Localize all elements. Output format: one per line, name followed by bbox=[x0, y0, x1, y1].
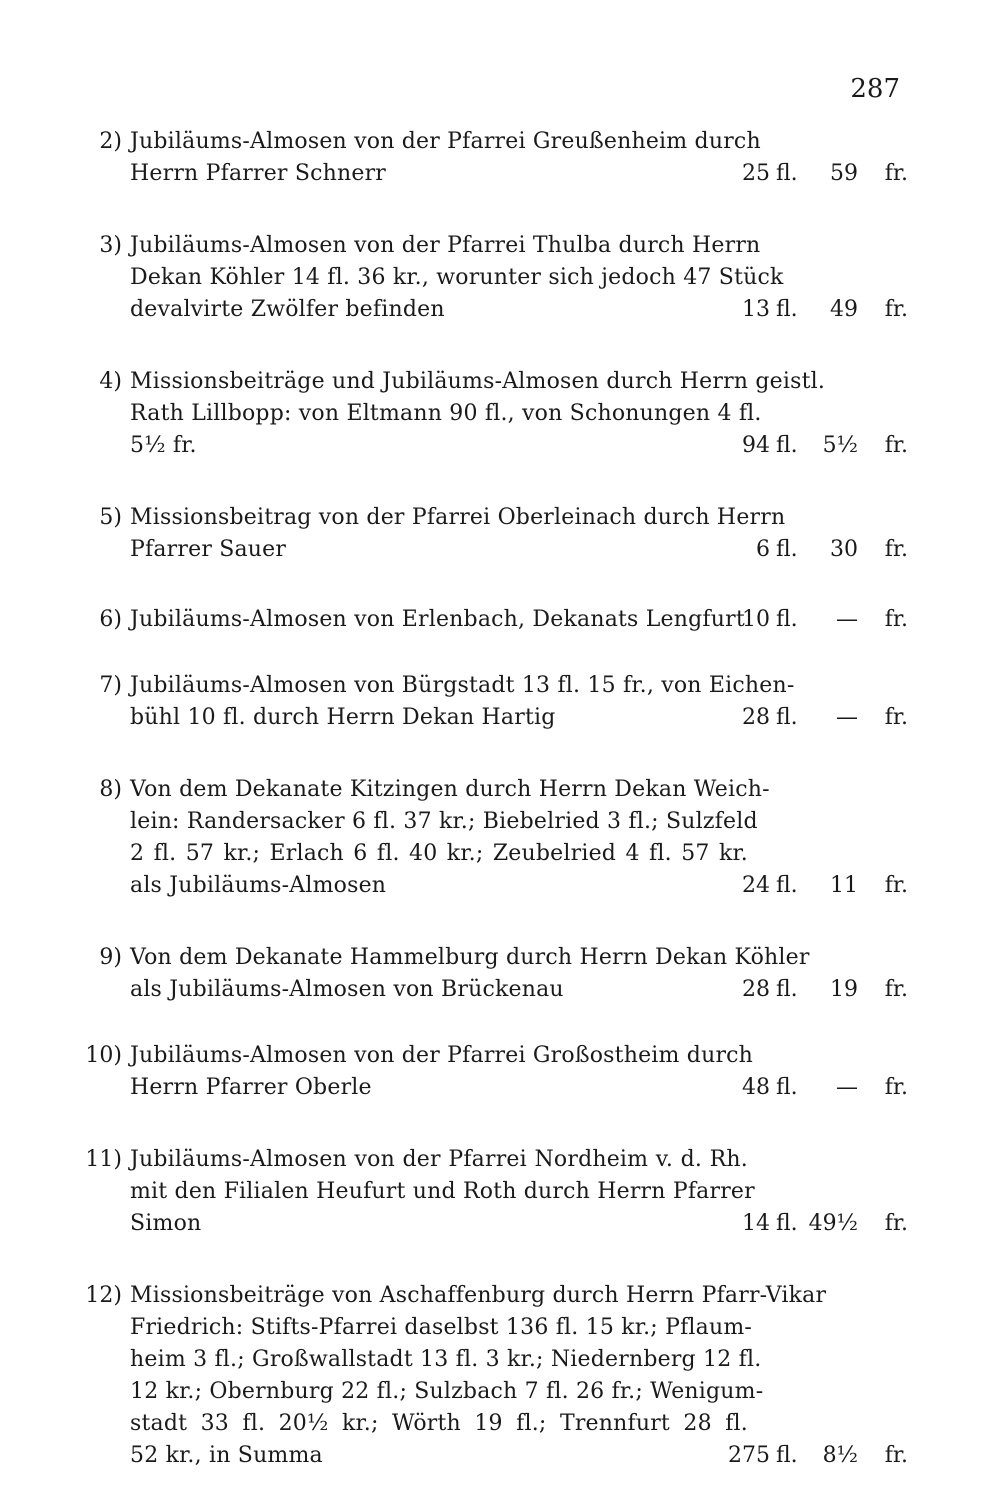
amount-kreuzer: 5½ bbox=[822, 433, 858, 458]
entry-line: 5½ fr. bbox=[130, 433, 197, 458]
entry-text bbox=[130, 1144, 755, 1240]
amount-gulden: 94 bbox=[742, 433, 770, 458]
amount-kr-unit: fr. bbox=[884, 1443, 908, 1468]
list-item bbox=[78, 942, 908, 1006]
entry-line: Jubiläums-Almosen von Erlenbach, Dekanats Lengfurt bbox=[130, 607, 745, 632]
entry-line: mit den Filialen Heufurt und Roth durch Herrn Pfarrer bbox=[130, 1179, 755, 1204]
amount-gulden: 13 bbox=[742, 297, 770, 322]
list-item bbox=[78, 1280, 908, 1472]
amount-fl-unit: fl. bbox=[776, 977, 798, 1002]
entry-line: lein: Randersacker 6 fl. 37 kr.; Biebelried 3 fl.; Sulzfeld bbox=[130, 809, 758, 834]
entry-text bbox=[130, 502, 786, 566]
list-item bbox=[78, 1144, 908, 1240]
list-item bbox=[78, 366, 908, 462]
amount-kreuzer: 30 bbox=[830, 537, 858, 562]
amount-kr-unit: fr. bbox=[884, 977, 908, 1002]
amount-fl-unit: fl. bbox=[776, 297, 798, 322]
entry-number: 4) bbox=[99, 369, 122, 394]
entry-amount bbox=[696, 430, 908, 462]
entry-number: 10) bbox=[85, 1043, 122, 1068]
amount-kr-unit: fr. bbox=[884, 873, 908, 898]
amount-gulden: 275 bbox=[728, 1443, 770, 1468]
amount-kr-unit: fr. bbox=[884, 161, 908, 186]
entry-line: Jubiläums-Almosen von der Pfarrei Greußenheim durch bbox=[130, 129, 761, 154]
list-item bbox=[78, 230, 908, 326]
amount-fl-unit: fl. bbox=[776, 607, 798, 632]
entry-line: heim 3 fl.; Großwallstadt 13 fl. 3 kr.; Niedernberg 12 fl. bbox=[130, 1347, 762, 1372]
entry-number: 8) bbox=[99, 777, 122, 802]
list-item bbox=[78, 670, 908, 734]
entry-line: Herrn Pfarrer Schnerr bbox=[130, 161, 387, 186]
entry-line: Jubiläums-Almosen von der Pfarrei Großostheim durch bbox=[130, 1043, 754, 1068]
entry-line: Jubiläums-Almosen von der Pfarrei Thulba durch Herrn bbox=[130, 233, 761, 258]
entry-amount bbox=[696, 604, 908, 636]
amount-fl-unit: fl. bbox=[776, 1443, 798, 1468]
amount-gulden: 25 bbox=[742, 161, 770, 186]
entry-amount bbox=[696, 294, 908, 326]
amount-fl-unit: fl. bbox=[776, 1075, 798, 1100]
amount-kreuzer: — bbox=[836, 607, 858, 632]
entry-number: 11) bbox=[85, 1147, 122, 1172]
entry-line: Jubiläums-Almosen von der Pfarrei Nordheim v. d. Rh. bbox=[130, 1147, 748, 1172]
entry-amount bbox=[696, 870, 908, 902]
entry-line: devalvirte Zwölfer befinden bbox=[130, 297, 445, 322]
entry-line: Von dem Dekanate Hammelburg durch Herrn Dekan Köhler bbox=[130, 945, 810, 970]
amount-kr-unit: fr. bbox=[884, 537, 908, 562]
entry-line: als Jubiläums-Almosen bbox=[130, 873, 387, 898]
page-number: 287 bbox=[850, 74, 900, 104]
amount-fl-unit: fl. bbox=[776, 705, 798, 730]
entry-line: Von dem Dekanate Kitzingen durch Herrn Dekan Weich- bbox=[130, 777, 770, 802]
entry-amount bbox=[696, 974, 908, 1006]
amount-gulden: 10 bbox=[742, 607, 770, 632]
amount-kreuzer: — bbox=[836, 705, 858, 730]
entry-amount bbox=[696, 1440, 908, 1472]
amount-fl-unit: fl. bbox=[776, 1211, 798, 1236]
entry-line: Pfarrer Sauer bbox=[130, 537, 287, 562]
entry-line: Missionsbeiträge von Aschaffenburg durch Herrn Pfarr-Vikar bbox=[130, 1283, 827, 1308]
entry-line: 52 kr., in Summa bbox=[130, 1443, 323, 1468]
amount-fl-unit: fl. bbox=[776, 433, 798, 458]
amount-kr-unit: fr. bbox=[884, 1211, 908, 1236]
list-item bbox=[78, 604, 908, 636]
amount-gulden: 24 bbox=[742, 873, 770, 898]
entry-line: als Jubiläums-Almosen von Brückenau bbox=[130, 977, 564, 1002]
amount-kreuzer: — bbox=[836, 1075, 858, 1100]
entry-line: Dekan Köhler 14 fl. 36 kr., worunter sich jedoch 47 Stück bbox=[130, 265, 784, 290]
entry-line: 12 kr.; Obernburg 22 fl.; Sulzbach 7 fl. 26 fr.; Wenigum- bbox=[130, 1379, 764, 1404]
amount-kreuzer: 49 bbox=[830, 297, 858, 322]
amount-kreuzer: 19 bbox=[830, 977, 858, 1002]
list-item bbox=[78, 1040, 908, 1104]
amount-kr-unit: fr. bbox=[884, 1075, 908, 1100]
entry-number: 3) bbox=[99, 233, 122, 258]
amount-fl-unit: fl. bbox=[776, 537, 798, 562]
entry-line: Herrn Pfarrer Oberle bbox=[130, 1075, 372, 1100]
entry-amount bbox=[696, 534, 908, 566]
donation-list bbox=[78, 126, 908, 1472]
entry-number: 9) bbox=[99, 945, 122, 970]
entry-line: bühl 10 fl. durch Herrn Dekan Hartig bbox=[130, 705, 556, 730]
amount-gulden: 14 bbox=[742, 1211, 770, 1236]
entry-line: Rath Lillbopp: von Eltmann 90 fl., von Schonungen 4 fl. bbox=[130, 401, 762, 426]
amount-kreuzer: 11 bbox=[830, 873, 858, 898]
amount-kreuzer: 8½ bbox=[822, 1443, 858, 1468]
amount-kr-unit: fr. bbox=[884, 297, 908, 322]
entry-amount bbox=[696, 1072, 908, 1104]
amount-kreuzer: 49½ bbox=[808, 1211, 858, 1236]
entry-text bbox=[130, 604, 748, 636]
entry-line: Missionsbeitrag von der Pfarrei Oberleinach durch Herrn bbox=[130, 505, 786, 530]
entry-number: 6) bbox=[99, 607, 122, 632]
amount-fl-unit: fl. bbox=[776, 161, 798, 186]
entry-number: 7) bbox=[99, 673, 122, 698]
amount-gulden: 28 bbox=[742, 977, 770, 1002]
amount-kr-unit: fr. bbox=[884, 705, 908, 730]
amount-fl-unit: fl. bbox=[776, 873, 798, 898]
entry-amount bbox=[696, 1208, 908, 1240]
entry-amount bbox=[696, 158, 908, 190]
entry-line: 2 fl. 57 kr.; Erlach 6 fl. 40 kr.; Zeubelried 4 fl. 57 kr. bbox=[130, 841, 748, 866]
entry-line: Simon bbox=[130, 1211, 202, 1236]
list-item bbox=[78, 126, 908, 190]
entry-text bbox=[130, 1040, 754, 1104]
entry-number: 5) bbox=[99, 505, 122, 530]
list-item bbox=[78, 774, 908, 902]
entry-line: Friedrich: Stifts-Pfarrei daselbst 136 fl. 15 kr.; Pflaum- bbox=[130, 1315, 753, 1340]
amount-kr-unit: fr. bbox=[884, 607, 908, 632]
entry-number: 12) bbox=[85, 1283, 122, 1308]
entry-number: 2) bbox=[99, 129, 122, 154]
amount-gulden: 48 bbox=[742, 1075, 770, 1100]
list-item bbox=[78, 502, 908, 566]
amount-kreuzer: 59 bbox=[830, 161, 858, 186]
entry-line: Missionsbeiträge und Jubiläums-Almosen durch Herrn geistl. bbox=[130, 369, 826, 394]
entry-amount bbox=[696, 702, 908, 734]
amount-gulden: 6 bbox=[756, 537, 770, 562]
amount-kr-unit: fr. bbox=[884, 433, 908, 458]
entry-line: stadt 33 fl. 20½ kr.; Wörth 19 fl.; Trennfurt 28 fl. bbox=[130, 1411, 748, 1436]
entry-line: Jubiläums-Almosen von Bürgstadt 13 fl. 15 fr., von Eichen- bbox=[130, 673, 795, 698]
amount-gulden: 28 bbox=[742, 705, 770, 730]
